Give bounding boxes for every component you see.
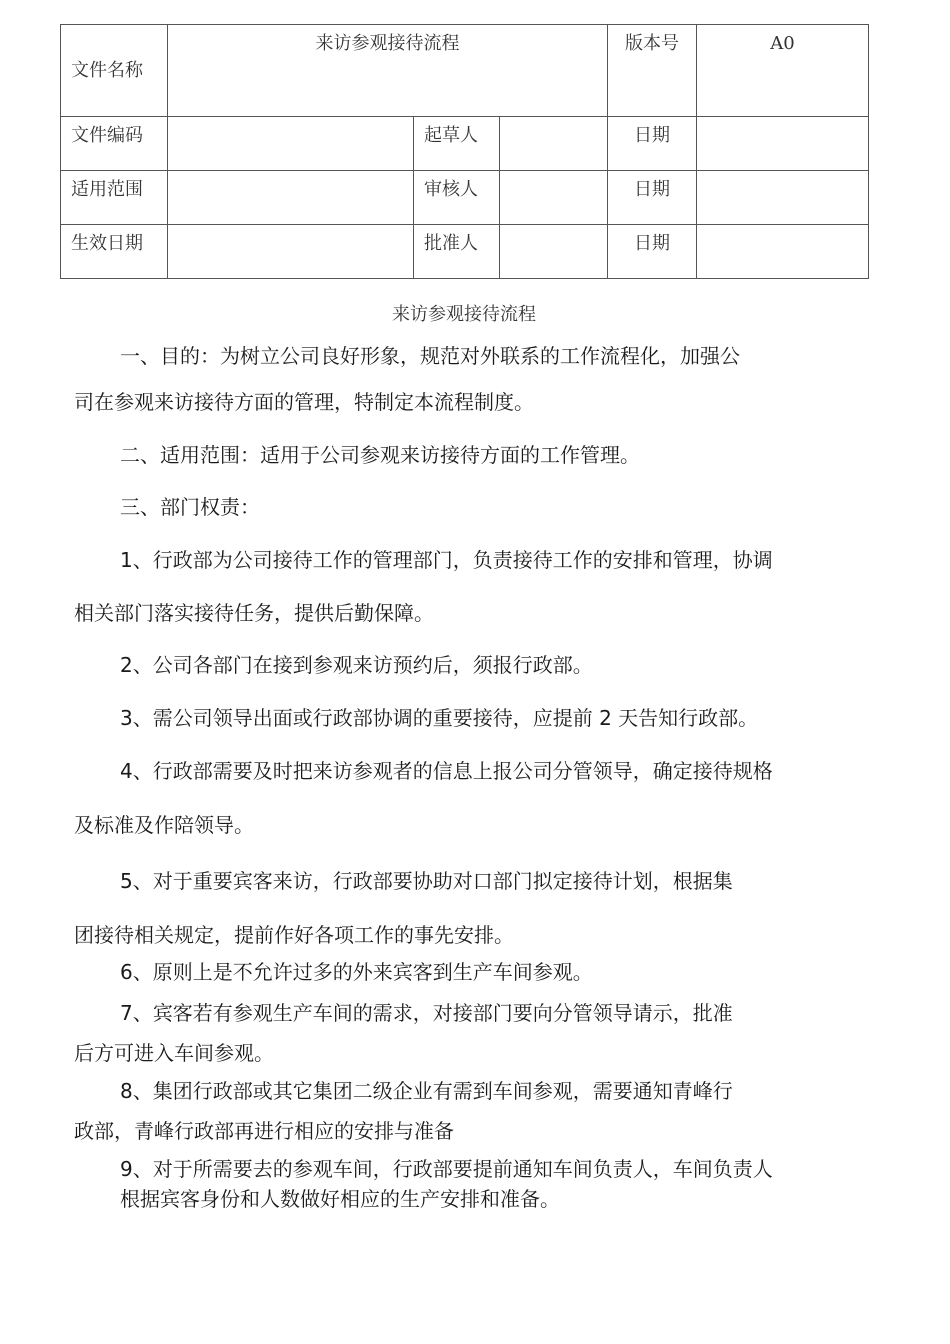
date-label: 日期 [608, 171, 697, 225]
paragraph-line: 团接待相关规定，提前作好各项工作的事先安排。 [74, 923, 514, 947]
table-row [61, 171, 869, 225]
file-name-label: 文件名称 [61, 25, 168, 117]
paragraph-line: 一、目的：为树立公司良好形象，规范对外联系的工作流程化，加强公 [120, 344, 740, 368]
file-code-label: 文件编码 [61, 117, 168, 171]
reviewer-value [500, 171, 608, 225]
paragraph-line: 2、公司各部门在接到参观来访预约后，须报行政部。 [120, 653, 593, 677]
paragraph-line: 司在参观来访接待方面的管理，特制定本流程制度。 [74, 390, 534, 414]
date-value [697, 117, 869, 171]
version-label: 版本号 [608, 25, 697, 117]
reviewer-label: 审核人 [414, 171, 500, 225]
date-value [697, 225, 869, 279]
date-label: 日期 [608, 117, 697, 171]
table-row [61, 25, 869, 117]
paragraph-line: 9、对于所需要去的参观车间，行政部要提前通知车间负责人，车间负责人 [120, 1157, 773, 1181]
version-value: A0 [697, 25, 869, 117]
paragraph-line: 6、原则上是不允许过多的外来宾客到生产车间参观。 [120, 960, 593, 984]
paragraph-line: 8、集团行政部或其它集团二级企业有需到车间参观，需要通知青峰行 [120, 1079, 733, 1103]
paragraph-line: 根据宾客身份和人数做好相应的生产安排和准备。 [120, 1187, 560, 1211]
scope-value [168, 171, 414, 225]
drafter-label: 起草人 [414, 117, 500, 171]
paragraph-line: 后方可进入车间参观。 [74, 1041, 274, 1065]
paragraph-line: 3、需公司领导出面或行政部协调的重要接待，应提前 2 天告知行政部。 [120, 706, 759, 730]
document-title: 来访参观接待流程 [392, 304, 536, 325]
paragraph-line: 政部，青峰行政部再进行相应的安排与准备 [74, 1119, 454, 1143]
paragraph-line: 4、行政部需要及时把来访参观者的信息上报公司分管领导，确定接待规格 [120, 759, 773, 783]
date-value [697, 171, 869, 225]
approver-label: 批准人 [414, 225, 500, 279]
paragraph-line: 1、行政部为公司接待工作的管理部门，负责接待工作的安排和管理，协调 [120, 548, 773, 572]
table-row [61, 117, 869, 171]
drafter-value [500, 117, 608, 171]
file-code-value [168, 117, 414, 171]
effective-date-label: 生效日期 [61, 225, 168, 279]
paragraph-line: 三、部门权责： [120, 495, 260, 519]
paragraph-line: 二、适用范围：适用于公司参观来访接待方面的工作管理。 [120, 443, 640, 467]
table-row [61, 225, 869, 279]
date-label: 日期 [608, 225, 697, 279]
paragraph-line: 7、宾客若有参观生产车间的需求，对接部门要向分管领导请示，批准 [120, 1001, 733, 1025]
approver-value [500, 225, 608, 279]
paragraph-line: 5、对于重要宾客来访，行政部要协助对口部门拟定接待计划，根据集 [120, 869, 733, 893]
effective-date-value [168, 225, 414, 279]
paragraph-line: 相关部门落实接待任务，提供后勤保障。 [74, 601, 434, 625]
file-name-value: 来访参观接待流程 [168, 25, 608, 117]
document-info-table [60, 24, 869, 279]
paragraph-line: 及标准及作陪领导。 [74, 813, 254, 837]
scope-label: 适用范围 [61, 171, 168, 225]
